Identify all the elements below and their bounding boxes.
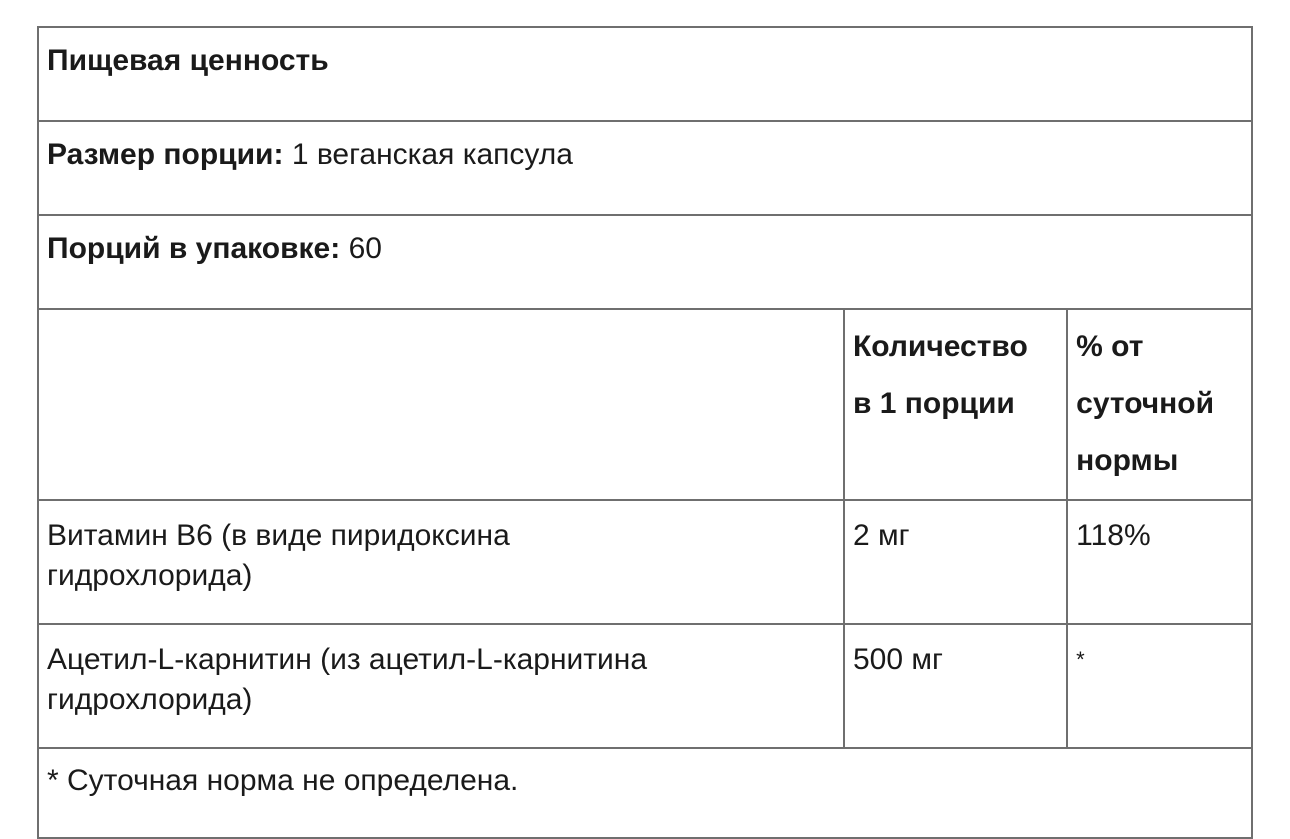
column-header-dv-line3: нормы <box>1076 444 1179 477</box>
table-title-row <box>38 27 1252 121</box>
nutrient-daily-value <box>1067 624 1252 748</box>
serving-size-label: Размер порции: <box>47 138 284 171</box>
nutrient-name-line2: гидрохлорида) <box>47 559 253 592</box>
column-header-dv <box>1067 309 1252 500</box>
column-header-amount-line1: Количество <box>852 330 1028 363</box>
table-row <box>38 624 1252 748</box>
servings-per-container-label: Порций в упаковке: <box>47 232 341 265</box>
serving-size-value: 1 веганская капсула <box>291 138 573 171</box>
nutrient-name-line1: Ацетил-L-карнитин (из ацетил-L-карнитина <box>47 643 648 676</box>
column-header-row <box>38 309 1252 500</box>
serving-size-row <box>38 121 1252 215</box>
table-row <box>38 500 1252 624</box>
column-header-amount <box>844 309 1067 500</box>
serving-size-cell <box>38 121 1252 215</box>
column-header-name <box>38 309 844 500</box>
servings-per-container-cell <box>38 215 1252 309</box>
footnote-row <box>38 748 1252 838</box>
footnote: * Суточная норма не определена. <box>38 748 1252 838</box>
nutrient-daily-value: 118% <box>1067 500 1252 624</box>
column-header-dv-line1: % от <box>1076 330 1144 363</box>
daily-value-asterisk: * <box>1076 647 1085 672</box>
nutrient-name-line1: Витамин B6 (в виде пиридоксина <box>47 519 510 552</box>
column-header-amount-line2: в 1 порции <box>852 387 1015 420</box>
nutrient-name-line2: гидрохлорида) <box>47 683 253 716</box>
nutrient-amount: 500 мг <box>844 624 1067 748</box>
servings-per-container-row <box>38 215 1252 309</box>
nutrient-name <box>38 624 844 748</box>
nutrient-amount: 2 мг <box>844 500 1067 624</box>
supplement-facts-table <box>37 26 1253 839</box>
servings-per-container-value: 60 <box>348 232 382 265</box>
table-title: Пищевая ценность <box>38 27 1252 121</box>
column-header-dv-line2: суточной <box>1076 387 1215 420</box>
nutrient-name <box>38 500 844 624</box>
